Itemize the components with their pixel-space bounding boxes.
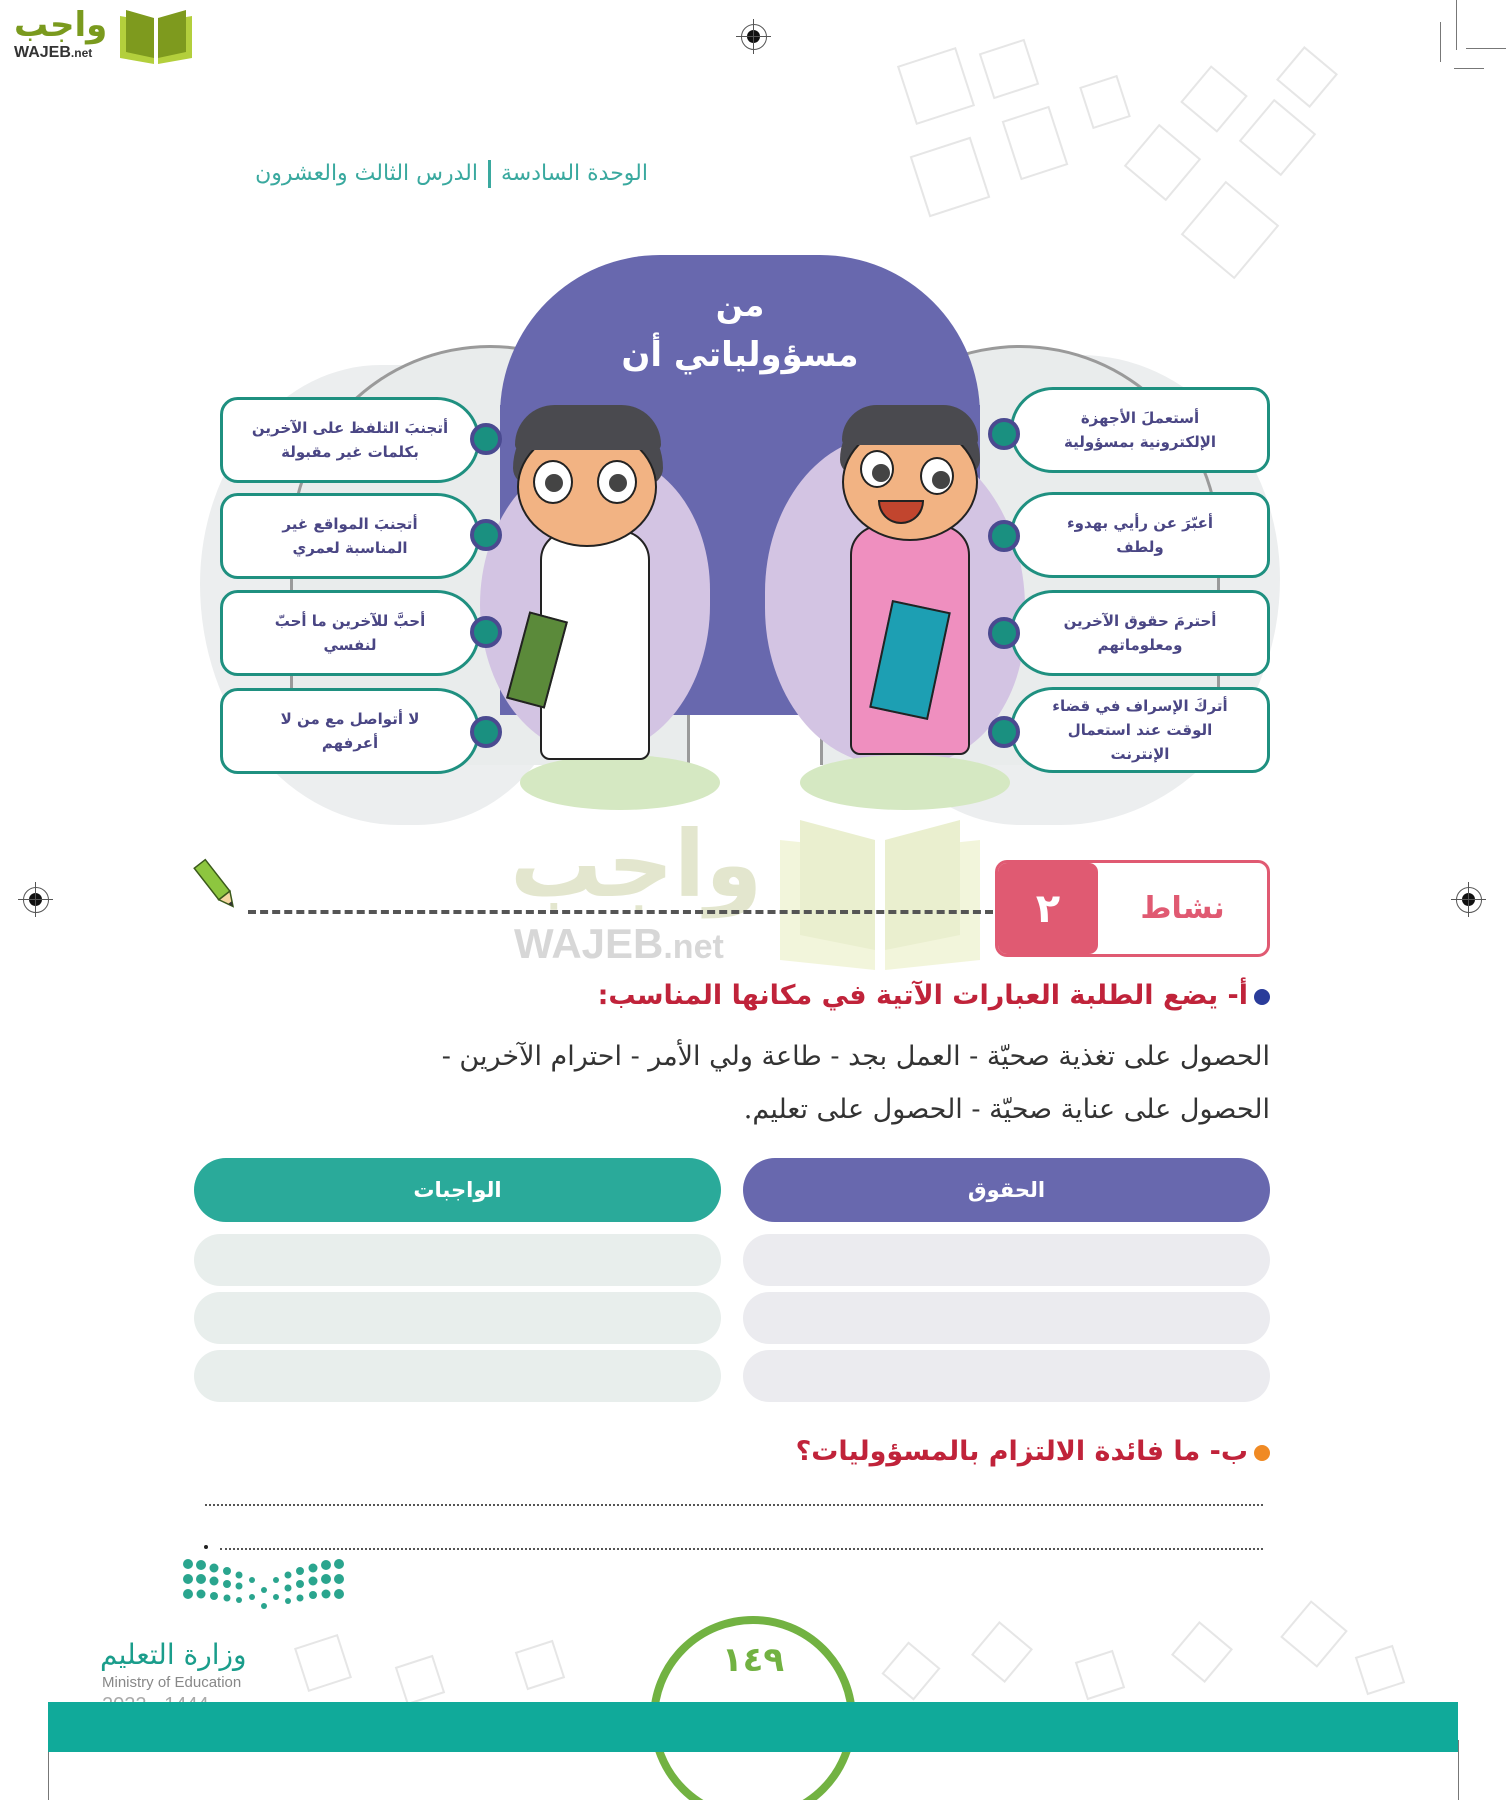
duties-answer-cell[interactable] bbox=[194, 1292, 721, 1344]
bullet-icon bbox=[1254, 989, 1270, 1005]
card-connector-dot bbox=[470, 616, 502, 648]
registration-mark-icon bbox=[741, 24, 767, 50]
breadcrumb-unit: الوحدة السادسة bbox=[500, 161, 648, 186]
wajeb-logo[interactable] bbox=[8, 4, 193, 68]
duties-column-header: الواجبات bbox=[194, 1158, 721, 1222]
footer-bar bbox=[48, 1702, 1458, 1752]
card-connector-dot bbox=[470, 423, 502, 455]
card-connector-dot bbox=[988, 716, 1020, 748]
breadcrumb-lesson: الدرس الثالث والعشرون bbox=[255, 161, 478, 186]
boy-eye bbox=[533, 460, 573, 504]
line-start-dot bbox=[204, 1545, 208, 1549]
ministry-of-education-logo bbox=[100, 1558, 350, 1708]
decorative-square bbox=[979, 39, 1039, 99]
decorative-square bbox=[1002, 106, 1069, 180]
bullet-icon bbox=[1254, 1445, 1270, 1461]
wajeb-watermark: واجب WAJEB.net bbox=[500, 810, 1000, 980]
ministry-dots-icon bbox=[182, 1558, 352, 1618]
answer-line[interactable] bbox=[220, 1548, 1263, 1550]
decorative-square bbox=[1355, 1645, 1405, 1695]
registration-mark-icon bbox=[1456, 887, 1482, 913]
card-connector-dot bbox=[470, 716, 502, 748]
girl-eye bbox=[920, 457, 954, 495]
ministry-name-arabic: وزارة التعليم bbox=[100, 1638, 247, 1671]
ministry-name-english: Ministry of Education bbox=[102, 1674, 242, 1691]
crop-mark bbox=[1440, 22, 1441, 62]
rights-column-header: الحقوق bbox=[743, 1158, 1270, 1222]
activity-header bbox=[995, 860, 1270, 957]
registration-mark-icon bbox=[23, 887, 49, 913]
card-connector-dot bbox=[470, 519, 502, 551]
decorative-square bbox=[910, 137, 991, 218]
decorative-square bbox=[1276, 46, 1338, 108]
decorative-square bbox=[897, 47, 975, 125]
decorative-square bbox=[1280, 1600, 1348, 1668]
girl-eye bbox=[860, 450, 894, 488]
wajeb-logo-english: WAJEB.net bbox=[14, 44, 93, 61]
wajeb-logo-arabic: واجب bbox=[14, 5, 108, 45]
girl-illustration bbox=[820, 395, 1010, 775]
decorative-square bbox=[1239, 99, 1316, 176]
open-book-icon bbox=[780, 820, 980, 970]
answer-line[interactable] bbox=[205, 1504, 1263, 1506]
responsibility-card: أحترمَ حقوق الآخرين ومعلوماتهم bbox=[1010, 590, 1270, 676]
decorative-square bbox=[1079, 75, 1131, 129]
decorative-square bbox=[515, 1640, 565, 1690]
rights-answer-cell[interactable] bbox=[743, 1234, 1270, 1286]
duties-answer-cell[interactable] bbox=[194, 1350, 721, 1402]
decorative-square bbox=[971, 1621, 1033, 1683]
girl-hair-front bbox=[842, 405, 978, 445]
boy-eye bbox=[597, 460, 637, 504]
duties-answer-cell[interactable] bbox=[194, 1234, 721, 1286]
decorative-square bbox=[881, 1641, 940, 1700]
question-b: ب- ما فائدة الالتزام بالمسؤوليات؟ bbox=[796, 1436, 1270, 1467]
responsibility-card: أتجنبَ المواقع غير المناسبة لعمري bbox=[220, 493, 480, 579]
decorative-square bbox=[1180, 65, 1248, 133]
responsibility-card: أتجنبَ التلفظ على الآخرين بكلمات غير مقبولة bbox=[220, 397, 480, 483]
card-connector-dot bbox=[988, 520, 1020, 552]
dashed-divider bbox=[248, 910, 993, 914]
responsibility-card: أعبّرَ عن رأيي بهدوء ولطف bbox=[1010, 492, 1270, 578]
open-book-icon bbox=[116, 8, 196, 66]
crop-mark bbox=[1466, 48, 1506, 49]
question-a: أ- يضع الطلبة العبارات الآتية في مكانها المناسب: bbox=[598, 980, 1270, 1011]
illustration-title: من مسؤولياتي أن bbox=[621, 286, 859, 375]
crop-mark bbox=[1458, 1740, 1459, 1800]
decorative-square bbox=[1171, 1621, 1233, 1683]
breadcrumb-separator bbox=[488, 160, 491, 188]
rights-answer-cell[interactable] bbox=[743, 1350, 1270, 1402]
breadcrumb bbox=[255, 160, 648, 188]
boy-hair-front bbox=[515, 405, 661, 450]
responsibility-card: أستعملَ الأجهزة الإلكترونية بمسؤولية bbox=[1010, 387, 1270, 473]
activity-label: نشاط bbox=[1140, 891, 1225, 926]
responsibility-card: أتركَ الإسراف في قضاء الوقت عند استعمال الإنترنت bbox=[1010, 687, 1270, 773]
responsibility-card: لا أتواصل مع من لا أعرفهم bbox=[220, 688, 480, 774]
page-number: ١٤٩ bbox=[721, 1640, 785, 1680]
responsibility-card: أحبَّ للآخرين ما أحبّ لنفسي bbox=[220, 590, 480, 676]
card-connector-dot bbox=[988, 418, 1020, 450]
activity-number: ٢ bbox=[998, 863, 1098, 954]
terms-list: الحصول على تغذية صحيّة - العمل بجد - طاعة ولي الأمر - احترام الآخرين - الحصول على عناية صحيّة - الحصول على تعليم. bbox=[441, 1041, 1270, 1125]
boy-illustration bbox=[505, 405, 695, 775]
decorative-square bbox=[395, 1655, 445, 1705]
card-connector-dot bbox=[988, 617, 1020, 649]
decorative-square bbox=[1075, 1650, 1125, 1700]
decorative-square bbox=[1124, 124, 1201, 201]
crop-mark bbox=[1454, 68, 1484, 69]
crop-mark bbox=[1456, 0, 1457, 50]
pencil-icon bbox=[192, 856, 242, 916]
rights-answer-cell[interactable] bbox=[743, 1292, 1270, 1344]
